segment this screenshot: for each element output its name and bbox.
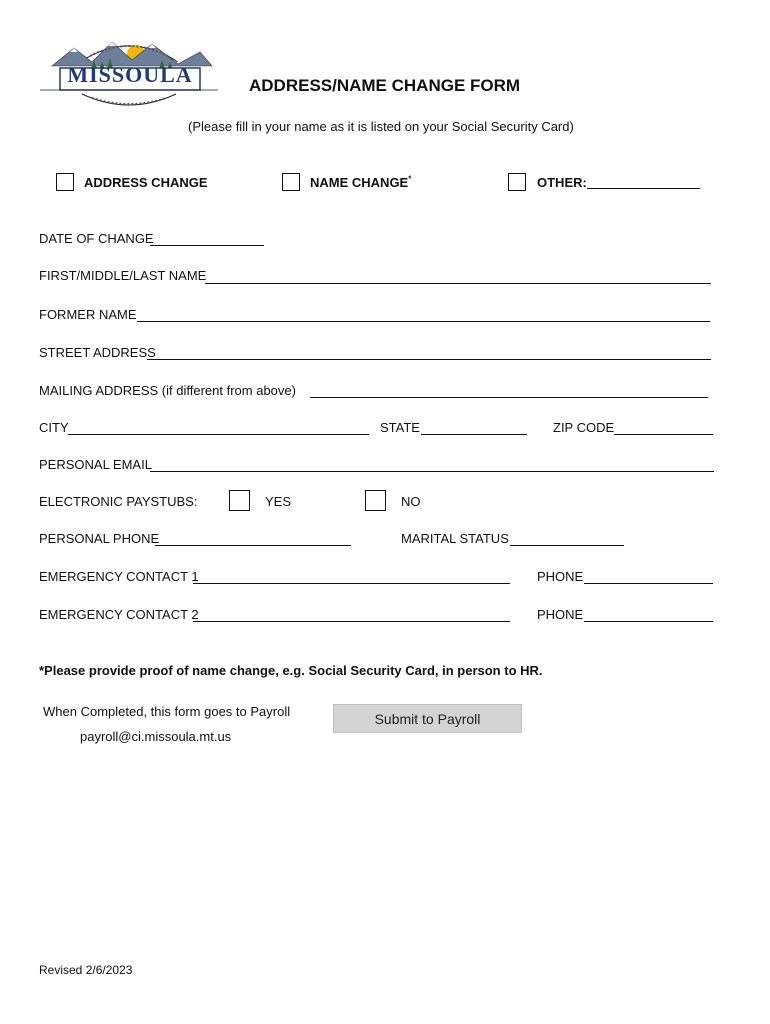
state-line[interactable]: [421, 434, 527, 435]
revised-date: Revised 2/6/2023: [39, 963, 133, 977]
payroll-email: payroll@ci.missoula.mt.us: [80, 729, 232, 744]
name-change-text: NAME CHANGE: [310, 175, 409, 190]
submit-to-payroll-button[interactable]: Submit to Payroll: [333, 704, 522, 733]
logo-text: MISSOULA: [67, 62, 193, 87]
address-change-label: ADDRESS CHANGE: [84, 175, 208, 190]
personal-phone-label: PERSONAL PHONE: [39, 531, 160, 546]
emergency-contact-1-label: EMERGENCY CONTACT 1: [39, 569, 199, 584]
paystubs-yes-checkbox[interactable]: [229, 490, 250, 511]
address-change-checkbox[interactable]: [56, 173, 74, 191]
other-label: OTHER:: [537, 175, 587, 190]
city-line[interactable]: [68, 434, 369, 435]
emergency-phone-1-line[interactable]: [584, 583, 713, 584]
completion-instructions: When Completed, this form goes to Payroll: [43, 704, 291, 719]
personal-email-label: PERSONAL EMAIL: [39, 457, 152, 472]
name-change-checkbox[interactable]: [282, 173, 300, 191]
street-address-label: STREET ADDRESS: [39, 345, 156, 360]
proof-note: *Please provide proof of name change, e.g. Social Security Card, in person to HR.: [39, 663, 543, 678]
emergency-contact-2-label: EMERGENCY CONTACT 2: [39, 607, 199, 622]
emergency-phone-2-label: PHONE: [537, 607, 584, 622]
full-name-label: FIRST/MIDDLE/LAST NAME: [39, 268, 207, 283]
name-change-asterisk: *: [408, 174, 412, 184]
street-address-line[interactable]: [147, 359, 711, 360]
other-input-line[interactable]: [587, 188, 700, 189]
personal-email-line[interactable]: [150, 471, 714, 472]
date-of-change-label: DATE OF CHANGE: [39, 231, 154, 246]
emergency-contact-1-line[interactable]: [193, 583, 510, 584]
name-change-label: [310, 175, 411, 191]
mailing-address-label: MAILING ADDRESS (if different from above): [39, 383, 296, 398]
state-label: STATE: [380, 420, 420, 435]
paystubs-yes-label: YES: [265, 494, 292, 509]
paystubs-no-checkbox[interactable]: [365, 490, 386, 511]
emergency-phone-2-line[interactable]: [584, 621, 713, 622]
emergency-contact-2-line[interactable]: [193, 621, 510, 622]
former-name-label: FORMER NAME: [39, 307, 137, 322]
zip-label: ZIP CODE: [553, 420, 615, 435]
zip-line[interactable]: [614, 434, 713, 435]
city-label: CITY: [39, 420, 69, 435]
marital-status-line[interactable]: [510, 545, 624, 546]
mailing-address-line[interactable]: [310, 397, 708, 398]
missoula-logo: [40, 32, 218, 112]
date-of-change-line[interactable]: [150, 245, 264, 246]
former-name-line[interactable]: [137, 321, 710, 322]
full-name-line[interactable]: [205, 283, 711, 284]
other-checkbox[interactable]: [508, 173, 526, 191]
subtitle: (Please fill in your name as it is listed on your Social Security Card): [188, 119, 574, 134]
paystubs-no-label: NO: [401, 494, 421, 509]
personal-phone-line[interactable]: [155, 545, 351, 546]
emergency-phone-1-label: PHONE: [537, 569, 584, 584]
page-title: ADDRESS/NAME CHANGE FORM: [249, 76, 521, 95]
electronic-paystubs-label: ELECTRONIC PAYSTUBS:: [39, 494, 198, 509]
marital-status-label: MARITAL STATUS: [401, 531, 509, 546]
